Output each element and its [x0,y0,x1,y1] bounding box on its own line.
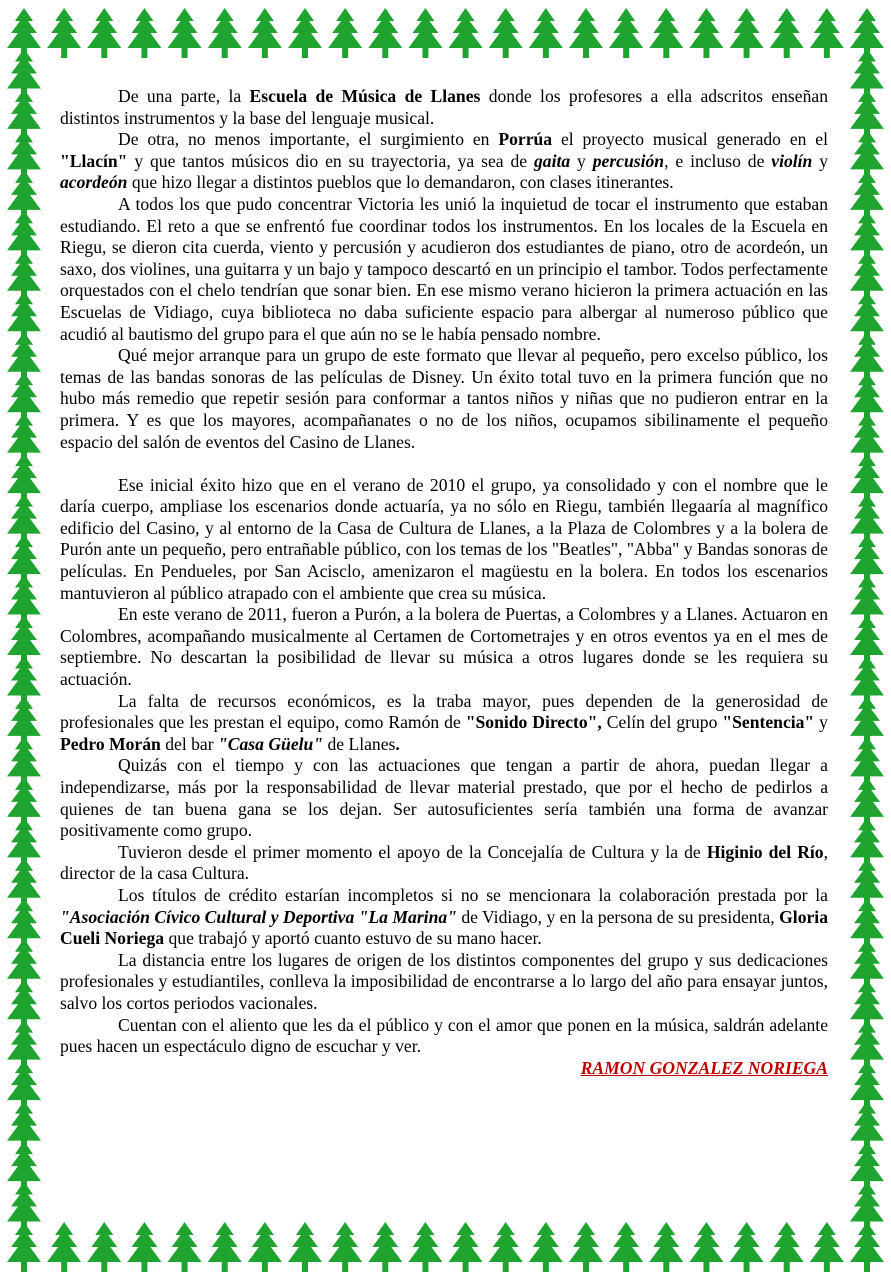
christmas-tree-icon [850,817,884,867]
christmas-tree-icon [7,575,41,625]
christmas-tree-icon [850,655,884,705]
paragraph-4: Qué mejor arranque para un grupo de este formato que llevar al pequeño, pero excelso público, los temas de las bandas sonoras de las películas de Disney. Un éxito total tuvo en la primera función que no hubo más remedio que repetir sesión para conformar a tantos niños y niñas que no pudieron entrar en la primera. Y es que los mayores, acompañanates o no de los niños, ocupamos sibilinamente el pequeño espacio del salón de eventos del Casino de Llanes. [60,345,828,452]
christmas-tree-icon [850,898,884,948]
christmas-tree-icon [7,453,41,503]
christmas-tree-icon [47,1222,81,1272]
christmas-tree-icon [7,696,41,746]
christmas-tree-icon [850,1182,884,1232]
christmas-tree-icon [850,939,884,989]
christmas-tree-icon [850,413,884,463]
christmas-tree-icon [850,777,884,827]
christmas-tree-icon [449,1222,483,1272]
paragraph-5: Ese inicial éxito hizo que en el verano de 2010 el grupo, ya consolidado y con el nombre que le daría cuerpo, ampliase los escenarios donde actuaría, ya no sólo en Riegu, también llegaaría al magnífico edificio del Casino, y al entorno de la Casa de Cultura de Llanes, a la Plaza de Colombres y a la bolera de Purón ante un pequeño, pero entrañable público, con los temas de los "Beatles", "Abba" y Bandas sonoras de películas. En Pendueles, por San Acisclo, amenizaron el magüestu en la bolera. En todos los escenarios mantuvieron al público atrapado con el ambiente que crea su música. [60,474,828,603]
christmas-tree-icon [609,8,643,58]
christmas-tree-icon [7,210,41,260]
christmas-tree-icon [7,979,41,1029]
paragraph-2: De otra, no menos importante, el surgimiento en Porrúa el proyecto musical generado en el "Llacín" y que tantos músicos dio en su trayectoria, ya sea de gaita y percusión, e incluso de violín y acordeón que hizo llegar a distintos pueblos que lo demandaron, con clases itinerantes. [60,129,829,193]
article-body [60,86,828,1079]
christmas-tree-icon [850,1020,884,1070]
christmas-tree-icon [7,736,41,786]
christmas-tree-icon [850,1060,884,1110]
christmas-tree-icon [689,8,723,58]
christmas-tree-icon [770,1222,804,1272]
christmas-tree-icon [449,8,483,58]
christmas-tree-icon [7,858,41,908]
paragraph-7: La falta de recursos económicos, es la traba mayor, pues dependen de la generosidad de profesionales que les prestan el equipo, como Ramón de "Sonido Directo", Celín del grupo "Sentencia" y Pedro Morán del bar "Casa Güelu" de Llanes. [60,690,828,754]
christmas-tree-icon [7,534,41,584]
christmas-tree-icon [7,777,41,827]
christmas-tree-icon [850,1101,884,1151]
christmas-tree-icon [47,8,81,58]
christmas-tree-icon [529,8,563,58]
christmas-tree-icon [7,1101,41,1151]
christmas-tree-icon [689,1222,723,1272]
christmas-tree-icon [489,8,523,58]
christmas-tree-icon [288,1222,322,1272]
christmas-tree-icon [248,8,282,58]
christmas-tree-icon [850,251,884,301]
paragraph-12: Cuentan con el aliento que les da el público y con el amor que ponen en la música, saldrán adelante pues hacen un espectáculo digno de escuchar y ver. [60,1014,828,1057]
christmas-tree-icon [529,1222,563,1272]
christmas-tree-icon [850,696,884,746]
christmas-tree-icon [850,129,884,179]
christmas-tree-icon [770,8,804,58]
christmas-tree-icon [408,8,442,58]
christmas-tree-icon [850,1222,884,1272]
paragraph-9: Tuvieron desde el primer momento el apoyo de la Concejalía de Cultura y la de Higinio del Río, director de la casa Cultura. [60,841,828,884]
christmas-tree-icon [87,8,121,58]
christmas-tree-icon [649,1222,683,1272]
christmas-tree-icon [7,615,41,665]
christmas-tree-icon [850,453,884,503]
christmas-tree-icon [850,1141,884,1191]
christmas-tree-icon [288,8,322,58]
christmas-tree-icon [569,1222,603,1272]
paragraph-8: Quizás con el tiempo y con las actuaciones que tengan a partir de ahora, puedan llegar a independizarse, más por la responsabilidad de llevar material prestado, que por el hecho de pedirlos a quienes de tan buena gana se los dejan. Ser autosuficientes sería también una forma de avanzar positivamente como grupo. [60,755,828,841]
paragraph-10: Los títulos de crédito estarían incompletos si no se mencionara la colaboración prestada por la "Asociación Cívico Cultural y Deportiva "La Marina" de Vidiago, y en la persona de su presidenta, Gloria Cueli Noriega que trabajó y aportó cuanto estuvo de su mano hacer. [60,884,828,949]
christmas-tree-icon [7,291,41,341]
paragraph-1: De una parte, la Escuela de Música de Llanes donde los profesores a ella adscritos enseñan distintos instrumentos y la base del lenguaje musical. [60,86,828,128]
christmas-tree-icon [7,898,41,948]
christmas-tree-icon [850,575,884,625]
christmas-tree-icon [208,8,242,58]
christmas-tree-icon [609,1222,643,1272]
christmas-tree-icon [368,1222,402,1272]
christmas-tree-icon [368,8,402,58]
christmas-tree-icon [7,1060,41,1110]
christmas-tree-icon [168,1222,202,1272]
christmas-tree-icon [7,1222,41,1272]
paragraph-3: A todos los que pudo concentrar Victoria les unió la inquietud de tocar el instrumento que estaban estudiando. El reto a que se enfrentó fue coordinar todos los instrumentos. En los locales de la Escuela en Riegu, se dieron cita cuerda, viento y percusión y acudieron dos estudiantes de piano, otro de acordeón, un saxo, dos violines, una guitarra y un bajo y tampoco descartó en un principio el tambor. Todos perfectamente orquestados con el chelo tendrían que sonar bien. En ese mismo verano hicieron la primera actuación en las Escuelas de Vidiago, cuya biblioteca no daba suficiente espacio para albergar al numeroso público que acudió al bautismo del grupo para el que aún no se le había pensado nombre. [60,193,828,344]
christmas-tree-icon [328,1222,362,1272]
christmas-tree-icon [7,1020,41,1070]
christmas-tree-icon [7,817,41,867]
christmas-tree-icon [850,615,884,665]
christmas-tree-icon [7,48,41,98]
christmas-tree-icon [168,8,202,58]
christmas-tree-icon [810,1222,844,1272]
christmas-tree-icon [810,8,844,58]
christmas-tree-icon [850,332,884,382]
christmas-tree-icon [248,1222,282,1272]
christmas-tree-icon [850,291,884,341]
christmas-tree-icon [408,1222,442,1272]
christmas-tree-icon [730,1222,764,1272]
christmas-tree-icon [850,170,884,220]
christmas-tree-icon [7,655,41,705]
christmas-tree-icon [7,494,41,544]
christmas-tree-icon [7,8,41,58]
christmas-tree-icon [7,372,41,422]
christmas-tree-icon [850,48,884,98]
christmas-tree-icon [850,210,884,260]
christmas-tree-icon [7,1141,41,1191]
christmas-tree-icon [850,8,884,58]
christmas-tree-icon [649,8,683,58]
christmas-tree-icon [127,8,161,58]
christmas-tree-icon [7,170,41,220]
christmas-tree-icon [7,413,41,463]
christmas-tree-icon [7,939,41,989]
christmas-tree-icon [328,8,362,58]
christmas-tree-icon [730,8,764,58]
christmas-tree-icon [7,129,41,179]
paragraph-6: En este verano de 2011, fueron a Purón, a la bolera de Puertas, a Colombres y a Llanes. Actuaron en Colombres, acompañando musicalmente al Certamen de Cortometrajes y en otros eventos ya en el mes de septiembre. No descartan la posibilidad de llevar su música a otros lugares donde se les requiera su actuación. [60,604,828,690]
christmas-tree-icon [850,494,884,544]
christmas-tree-icon [569,8,603,58]
christmas-tree-icon [7,332,41,382]
christmas-tree-icon [850,979,884,1029]
paragraph-11: La distancia entre los lugares de origen de los distintos componentes del grupo y sus dedicaciones profesionales y estudiantiles, conlleva la imposibilidad de encontrarse a lo largo del año para ensayar juntos, salvo los cortos periodos vacionales. [60,949,828,1013]
christmas-tree-icon [7,89,41,139]
author-signature: RAMON GONZALEZ NORIEGA [580,1057,828,1078]
christmas-tree-icon [850,372,884,422]
christmas-tree-icon [850,858,884,908]
christmas-tree-icon [850,534,884,584]
christmas-tree-icon [850,736,884,786]
christmas-tree-icon [127,1222,161,1272]
christmas-tree-icon [87,1222,121,1272]
christmas-tree-icon [7,251,41,301]
christmas-tree-icon [208,1222,242,1272]
christmas-tree-icon [7,1182,41,1232]
christmas-tree-icon [489,1222,523,1272]
christmas-tree-icon [850,89,884,139]
